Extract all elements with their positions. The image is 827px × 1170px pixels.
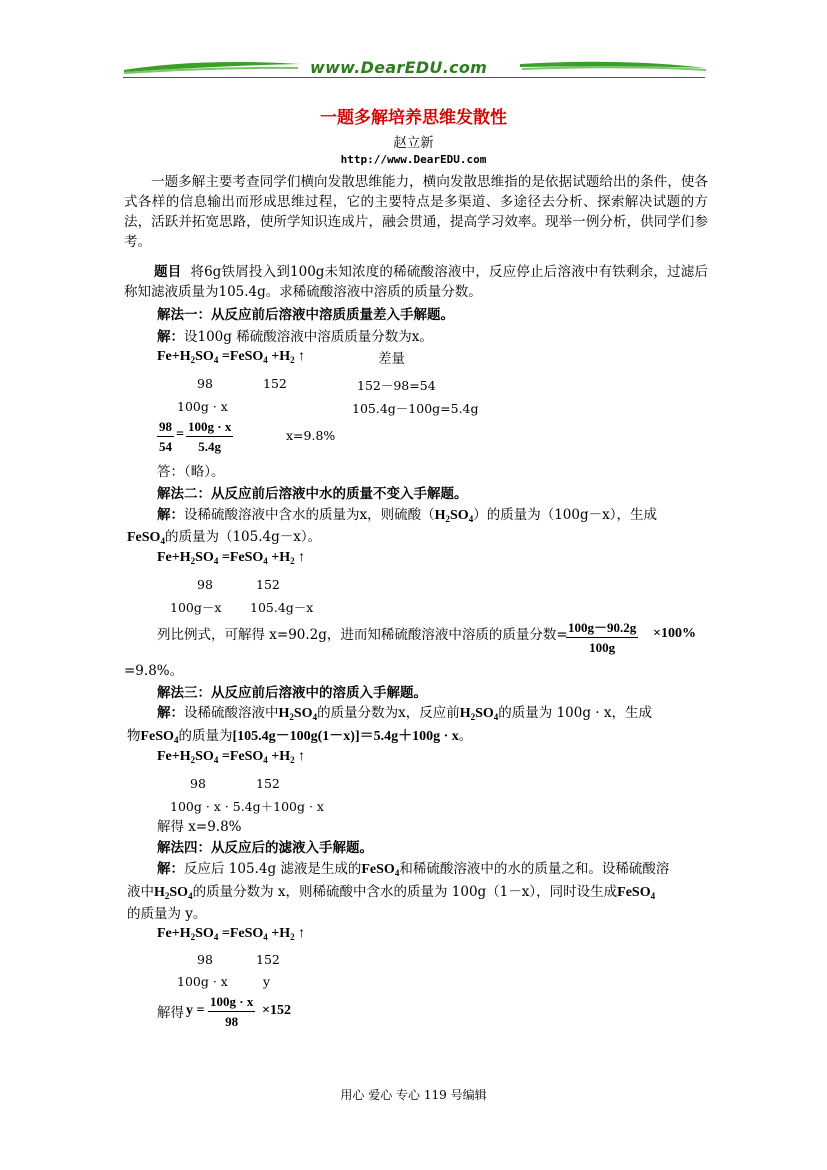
sol1-let: 解：设100g 稀硫酸溶液中溶质质量分数为x。 [157,329,433,345]
sol2-r2-b: 105.4g－x [250,600,314,615]
sol4-let: 解：反应后 105.4g 滤液是生成的FeSO$_4$和稀硫酸溶液中的水的质量之和。设稀硫酸溶 [157,861,670,878]
sol4-r2-b: y [263,974,271,989]
sol3-equation: $Fe+H_2SO_4$ =FeSO$_4$ $+H_2$ ↑ [157,749,306,765]
sol2-let: 解：设稀硫酸溶液中含水的质量为x，则硫酸$(H_2SO_4)$的质量为（100g－x），生成 [157,507,657,524]
sol4-y-eq: y = [186,1003,205,1018]
sol3-r1-a: 98 [190,776,206,791]
sol4-times: ×152 [262,1003,291,1018]
problem-text: 将6g铁屑投入到100g未知浓度的稀硫酸溶液中，反应停止后溶液中有铁剩余，过滤后称知滤液质量为105.4g。求稀硫酸溶液中溶质的质量分数。 [124,264,708,300]
sol4-equation: $Fe+H_2SO_4$ =FeSO$_4$ $+H_2$ ↑ [157,926,306,942]
author: 赵立新 [393,135,434,151]
source-url[interactable]: http://www.DearEDU.com [340,153,487,166]
sol1-r1-a: 98 [197,376,213,391]
sol1-equation: $Fe+H_2SO_4$ =FeSO$_4$ $+H_2$ ↑ [157,349,306,365]
sol2-fraction: $\frac{100g-90.2g}{100g}$ [566,617,638,656]
sol1-r1-b: 152 [263,376,287,391]
sol1-r2-a: 100g · x [177,399,228,414]
sol4-fraction: $\frac{100g \cdot x}{98}$ [210,994,254,1029]
sol3-result: 解得 x=9.8% [157,819,242,835]
sol2-r2-a: 100g－x [170,600,222,615]
sol4-let-cont2: 的质量为 y。 [127,906,207,922]
sol2-equation: $Fe+H_2SO_4$ =FeSO$_4$ $+H_2$ ↑ [157,550,306,566]
sol3-r1-b: 152 [256,776,280,791]
problem-label: 题目 [154,264,182,280]
page-title: 一题多解培养思维发散性 [320,108,507,128]
site-logo: www.DearEDU.com [310,58,488,77]
sol4-r2-a: 100g · x [177,974,228,989]
page-footer: 用心 爱心 专心 119 号编辑 [340,1088,487,1102]
header-divider [123,77,705,78]
sol1-result: x=9.8% [286,428,336,443]
sol3-r2: 100g · x · 5.4g＋100g · x [170,799,324,814]
sol1-fraction-2: $\frac{100g \cdot x}{5.4g}$ [188,419,232,454]
sol4-heading: 解法四：从反应后的滤液入手解题。 [157,840,373,856]
sol3-let: 解：设稀硫酸溶液中$H_2SO_4$的质量分数为x，反应前$H_2SO_4$的质量为 100g · x，生成 [157,705,652,722]
sol3-heading: 解法三：从反应前后溶液中的溶质入手解题。 [157,685,427,701]
sol2-r1-b: 152 [256,577,280,592]
problem-paragraph [124,262,708,302]
sol2-ratio-text: 列比例式，可解得 x=90.2g，进而知稀硫酸溶液中溶质的质量分数= [157,627,568,643]
sol2-result: =9.8%。 [124,663,184,679]
sol1-r1-c: 152－98=54 [357,378,436,393]
intro-paragraph: 一题多解主要考查同学们横向发散思维能力，横向发散思维指的是依据试题给出的条件，使各式各样的信息输出而形成思维过程，它的主要特点是多渠道、多途径去分析、探索解决试题的方法，活跃并拓宽思路，使所学知识连成片，融会贯通，提高学习效率。现举一例分析，供同学们参考。 [124,174,708,250]
sol2-times: ×100% [653,626,696,641]
sol1-answer: 答：（略）。 [157,464,225,480]
sol1-r2-b: 105.4g－100g=5.4g [352,401,479,416]
sol3-let-cont: 物FeSO$_4$的质量为[105.4g－100g(1－x)]＝5.4g＋100g · x。 [127,728,473,745]
sol4-solve-label: 解得 [157,1005,184,1021]
sol2-let-cont: FeSO$_4$的质量为（105.4g－x）。 [127,529,322,546]
sol1-heading: 解法一：从反应前后溶液中溶质质量差入手解题。 [157,307,454,323]
sol2-r1-a: 98 [197,577,213,592]
sol1-equals: = [176,427,184,442]
sol4-let-cont: 液中$H_2SO_4$的质量分数为 x，则稀硫酸中含水的质量为 100g（1－x），同时设生成FeSO$_4$ [127,884,656,901]
sol4-r1-a: 98 [197,952,213,967]
sol2-heading: 解法二：从反应前后溶液中水的质量不变入手解题。 [157,486,468,502]
sol1-fraction-1: $\frac{98}{54}$ [159,419,172,454]
sol1-diff-label: 差量 [378,351,405,367]
sol4-r1-b: 152 [256,952,280,967]
